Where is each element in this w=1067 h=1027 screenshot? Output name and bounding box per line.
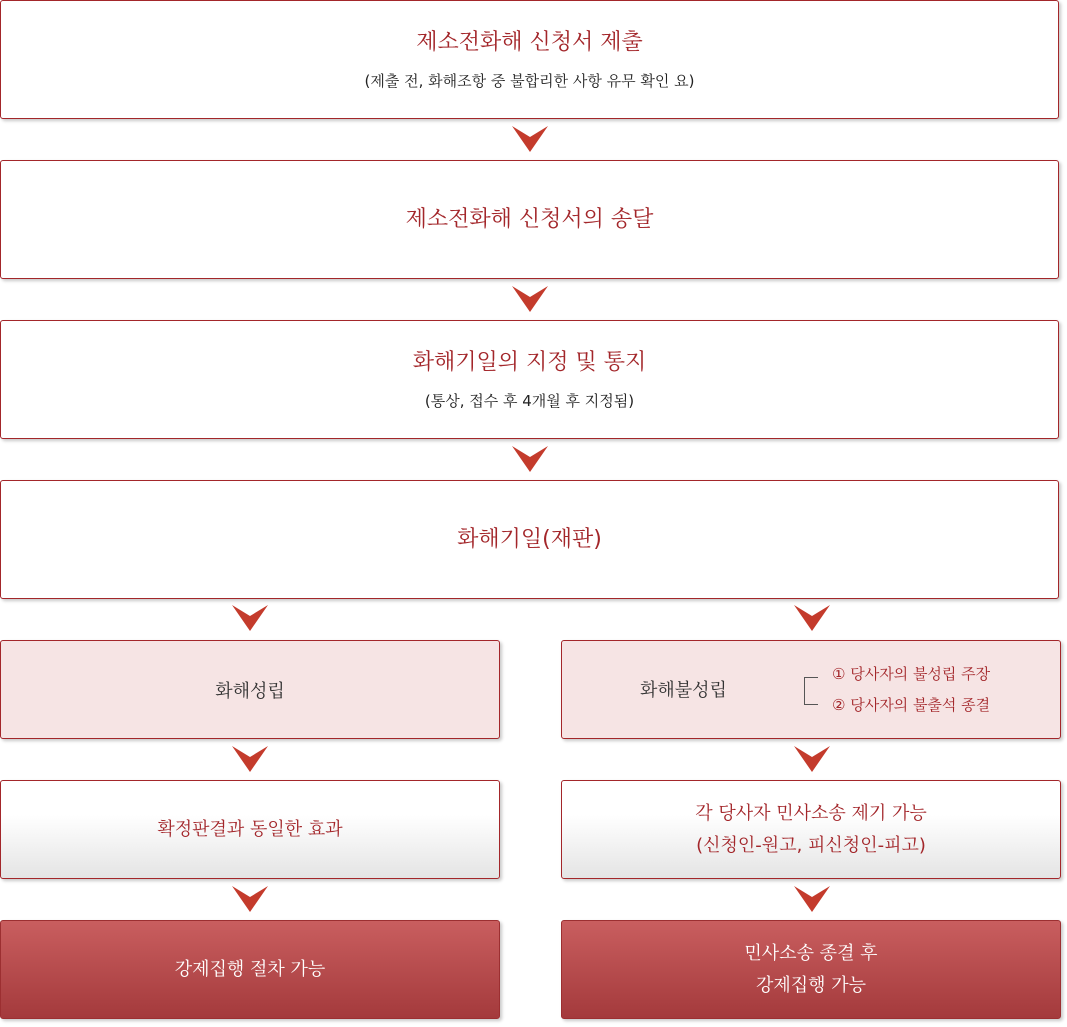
down-arrow-icon	[231, 885, 269, 913]
reason-note-1: ① 당사자의 불성립 주장	[832, 665, 991, 683]
down-arrow-icon	[231, 604, 269, 632]
result-enforcement-after-suit	[561, 920, 1061, 1019]
reason-note-2: ② 당사자의 불출석 종결	[832, 696, 991, 714]
step-note: (통상, 접수 후 4개월 후 지정됨)	[424, 392, 635, 410]
effect-final-judgment	[0, 780, 500, 879]
step-title: 화해기일(재판)	[457, 526, 602, 552]
step-title: 제소전화해 신청서의 송달	[405, 206, 654, 232]
result-label-line1: 민사소송 종결 후	[744, 942, 878, 964]
effect-civil-suit	[561, 780, 1061, 879]
result-enforcement	[0, 920, 500, 1019]
step-date-notice	[0, 320, 1059, 439]
down-arrow-icon	[511, 445, 549, 473]
down-arrow-icon	[793, 745, 831, 773]
result-label: 강제집행 절차 가능	[174, 958, 326, 980]
step-title: 제소전화해 신청서 제출	[416, 30, 643, 55]
outcome-not-settled	[561, 640, 1061, 739]
step-note: (제출 전, 화해조항 중 불합리한 사항 유무 확인 요)	[364, 72, 695, 90]
step-delivery	[0, 160, 1059, 279]
outcome-label: 화해불성립	[640, 680, 727, 701]
result-label-line2: 강제집행 가능	[755, 974, 867, 996]
effect-label-line2: (신청인-원고, 피신청인-피고)	[696, 834, 926, 856]
step-settlement-hearing	[0, 480, 1059, 599]
outcome-settled	[0, 640, 500, 739]
down-arrow-icon	[793, 604, 831, 632]
down-arrow-icon	[511, 285, 549, 313]
effect-label-line1: 각 당사자 민사소송 제기 가능	[695, 802, 927, 824]
down-arrow-icon	[511, 125, 549, 153]
down-arrow-icon	[793, 885, 831, 913]
outcome-label: 화해성립	[215, 680, 285, 702]
effect-label: 확정판결과 동일한 효과	[157, 818, 343, 840]
step-submit-application	[0, 0, 1059, 119]
bracket-connector	[804, 677, 818, 705]
down-arrow-icon	[231, 745, 269, 773]
step-title: 화해기일의 지정 및 통지	[412, 350, 647, 375]
